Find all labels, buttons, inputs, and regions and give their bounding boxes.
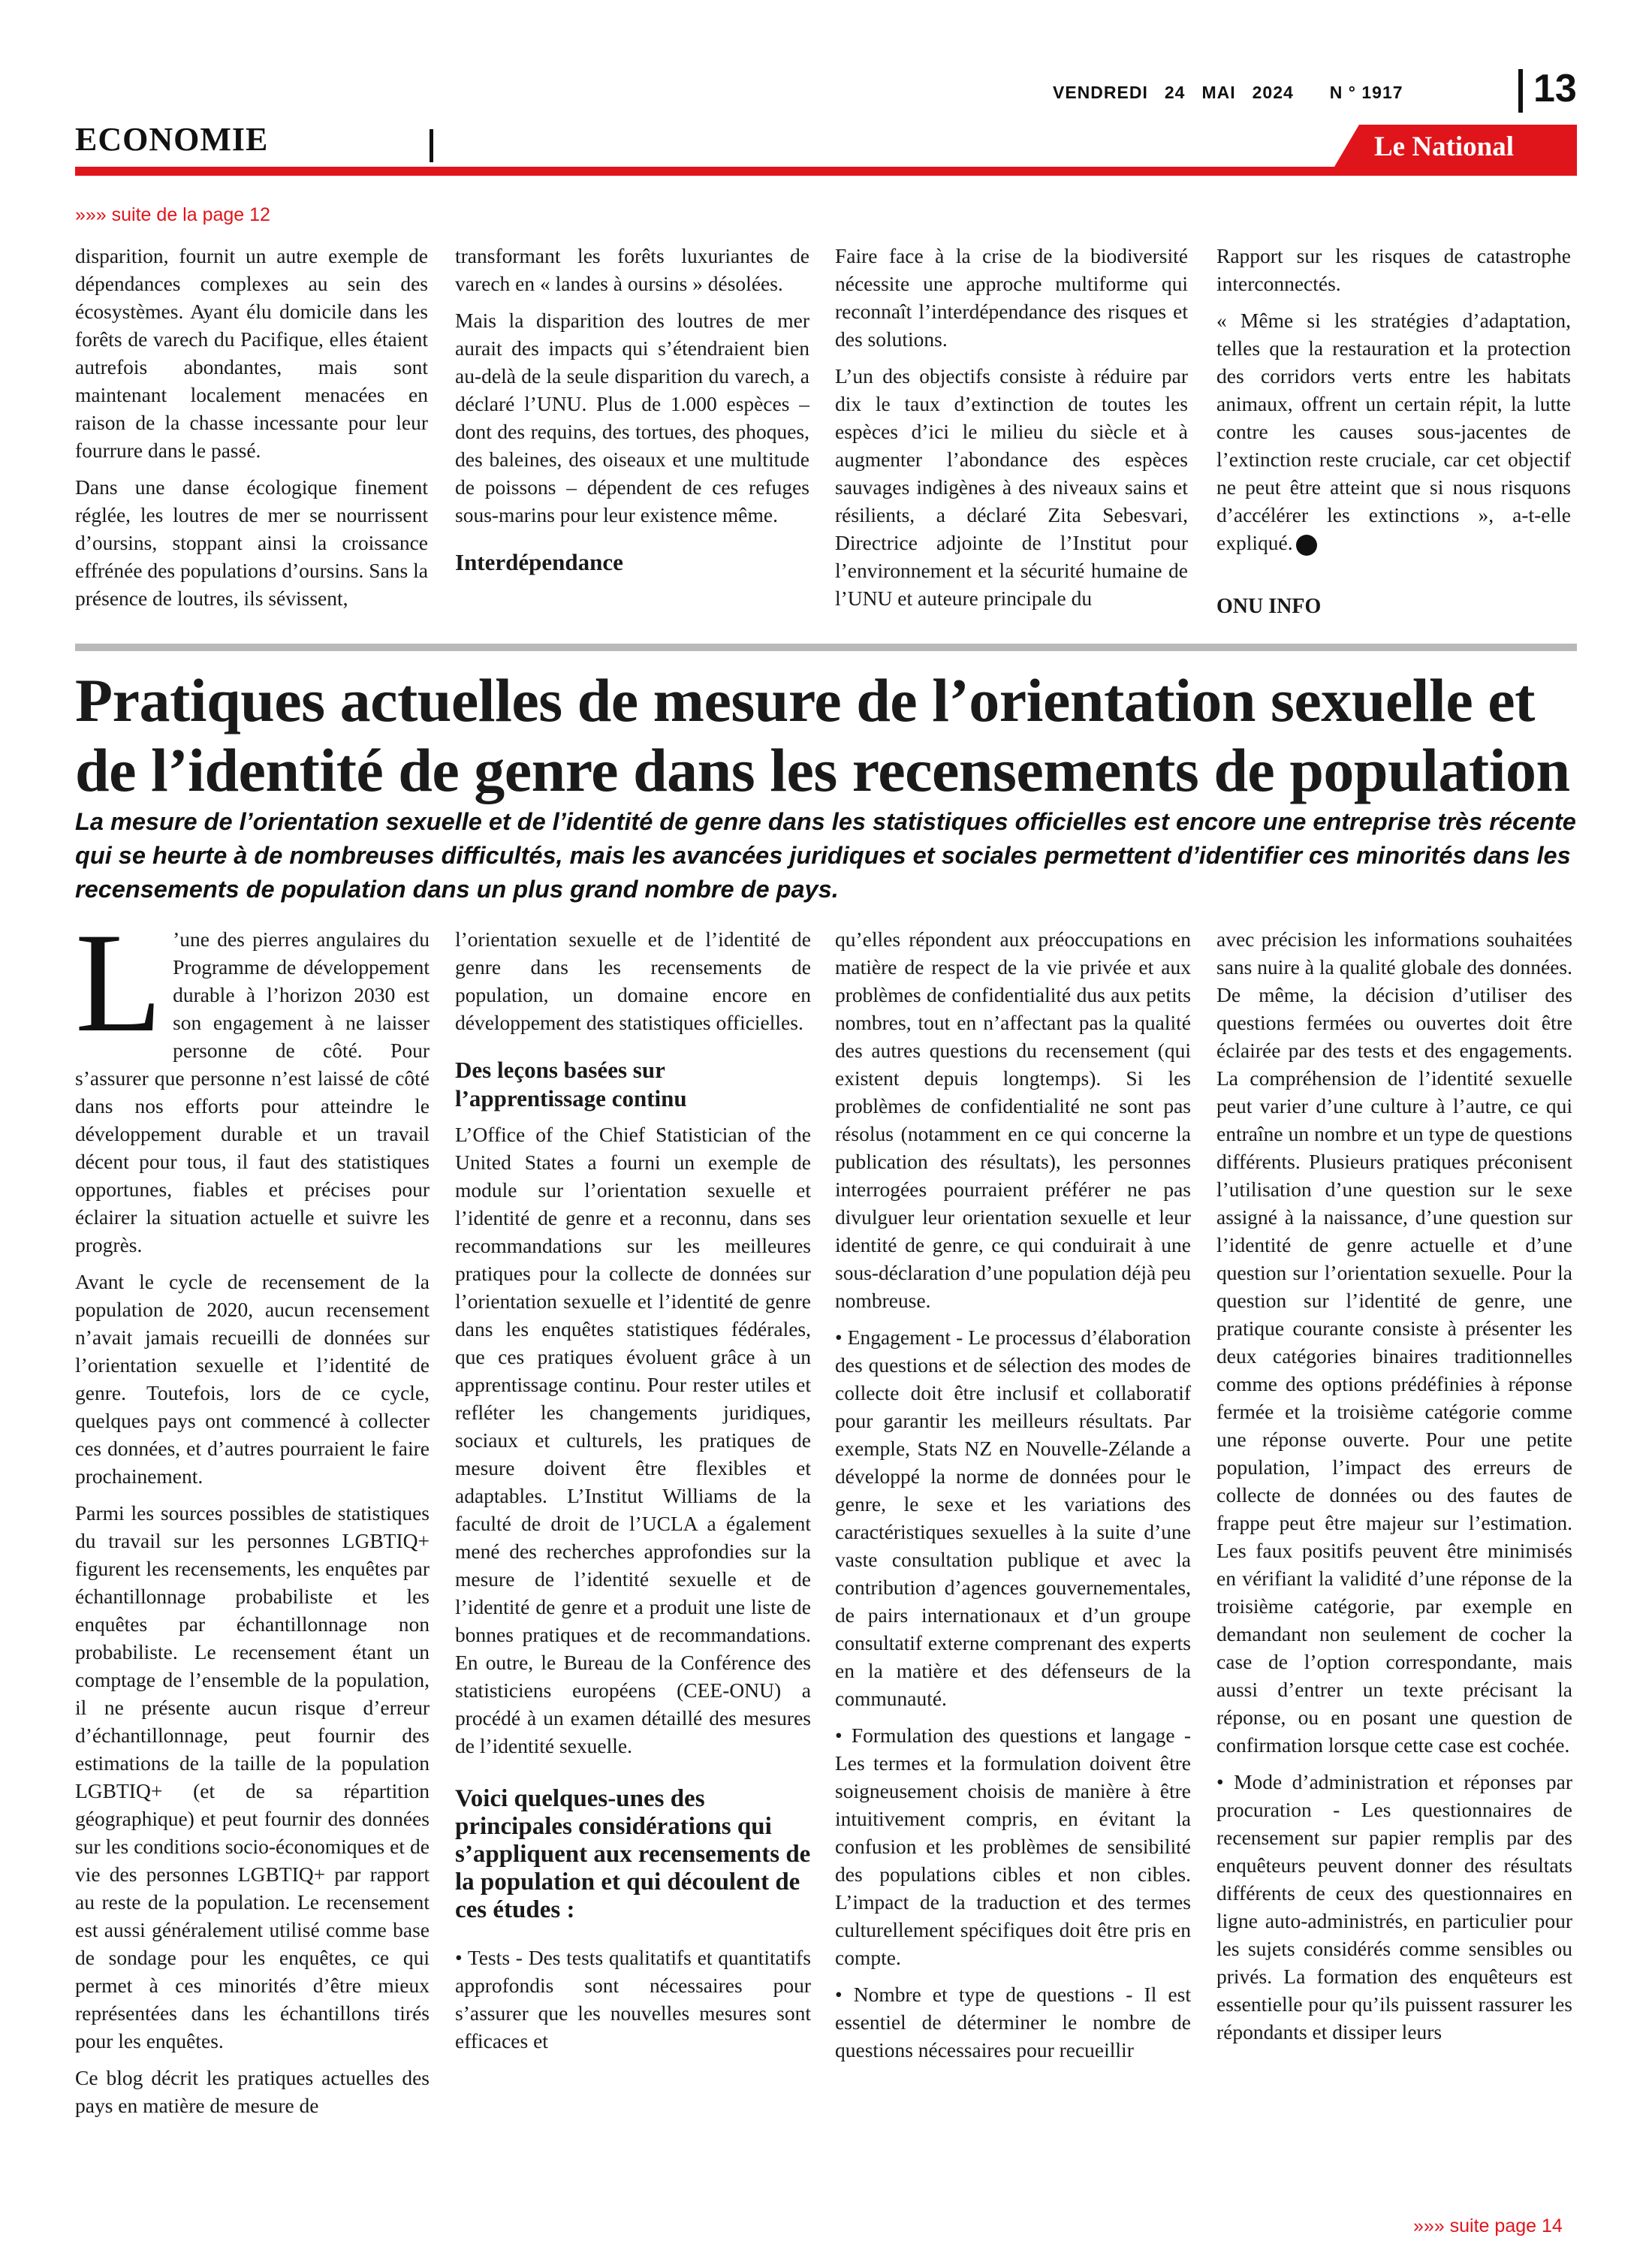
bullet-paragraph: • Nombre et type de questions - Il est essentiel de déterminer le nombre de questions nécessaires pour recueillir bbox=[835, 1983, 1191, 2061]
paragraph: Avant le cycle de recensement de la population de 2020, aucun recensement n’avait jamais recueilli de données sur l’orientation sexuelle et l’identité de genre. Toutefois, lors de ce cycle, quelques pays ont commencé à collecter ces données, et d’autres pourraient le faire prochainement. bbox=[75, 1270, 430, 1488]
top-article-col3 bbox=[835, 242, 1188, 621]
article-headline: Pratiques actuelles de mesure de l’orientation sexuelle et de l’identité de genre dans les recensements de population bbox=[75, 666, 1570, 804]
paragraph: Ce blog décrit les pratiques actuelles des pays en matière de mesure de bbox=[75, 2066, 430, 2117]
main-article-col1 bbox=[75, 904, 430, 2128]
quote-text: « Même si les stratégies d’adaptation, telles que la restauration et la protection des corridors verts entre les habitats animaux, offrent un certain répit, la lutte contre les causes sous-jacentes de l’extinction reste cruciale, car cet objectif ne peut être atteint que si nous risquons d’accélérer les extinctions », a-t-elle expliqué. bbox=[1216, 309, 1571, 554]
main-article-col2 bbox=[455, 925, 811, 2064]
paragraph: qu’elles répondent aux préoccupations en matière de respect de la vie privée et aux problèmes de confidentialité dus aux petits nombres, tout en n’affectant pas la qualité des autres questions du recensement (qui existent depuis longtemps). Si les problèmes de confidentialité ne sont pas résolus (notamment en ce qui concerne la publication des résultats), les personnes interrogées pourraient préférer ne pas divulguer leur orientation sexuelle et leur identité de genre, ce qui conduirait à une sous-déclaration d’une population déjà peu nombreuse. bbox=[835, 927, 1191, 1312]
top-article-col1 bbox=[75, 242, 428, 621]
subheading-interdependance: Interdépendance bbox=[455, 549, 623, 575]
lead-text: ’une des pierres angulaires du Programme de développement durable à l’horizon 2030 est son engagement à ne laisser personne de côté. Pour s’assurer que personne n’est laissé de côté dans nos efforts pour atteindre le développement durable et un travail décent pour tous, il faut des statistiques opportunes, fiables et précises pour éclairer la situation actuelle et suivre les progrès. bbox=[75, 927, 430, 1256]
paragraph: Rapport sur les risques de catastrophe interconnectés. bbox=[1216, 244, 1571, 295]
paragraph: L’un des objectifs consiste à réduire par dix le taux d’extinction de toutes les espèces d’ici le milieu du siècle et à augmenter l’abondance des espèces sauvages indigènes à des niveaux sains et résilients, a déclaré Zita Sebesvari, Directrice adjointe de l’Institut pour l’environnement et la sécurité humaine de l’UNU et auteure principale du bbox=[835, 364, 1188, 610]
paragraph: Mais la disparition des loutres de mer aurait des impacts qui s’étendraient bien au-delà de la seule disparition du varech, a déclaré l’UNU. Plus de 1.000 espèces – dont des requins, des tortues, des phoques, des baleines, des oiseaux et une multitude de poissons – dépendent de ces refuges sous-marins pour leur existence même. bbox=[455, 309, 809, 526]
date-day: 24 bbox=[1164, 83, 1186, 102]
main-article-col3 bbox=[835, 925, 1191, 2073]
paragraph: l’orientation sexuelle et de l’identité de genre dans les recensements de population, un domaine encore en développement des statistiques officielles. bbox=[455, 927, 811, 1034]
article-standfirst: La mesure de l’orientation sexuelle et de l’identité de genre dans les statistiques officielles est encore une entreprise très récente qui se heurte à de nombreuses difficultés, mais les avancées juridiques et sociales permettent d’identifier ces minorités dans les recensements de population dans un plus grand nombre de pays. bbox=[75, 808, 1576, 903]
page-number: 13 bbox=[1533, 67, 1577, 110]
bullet-paragraph: • Tests - Des tests qualitatifs et quantitatifs approfondis sont nécessaires pour s’assurer que les nouvelles mesures sont efficaces et bbox=[455, 1946, 811, 2052]
year: 2024 bbox=[1252, 83, 1294, 102]
top-article-col4 bbox=[1216, 242, 1571, 620]
continued-from: »»» suite de la page 12 bbox=[75, 204, 270, 225]
main-article-col4 bbox=[1216, 925, 1572, 2055]
paragraph: L’Office of the Chief Statistician of the United States a fourni un exemple de module sur l’orientation sexuelle et l’identité de genre et a reconnu, dans ses recommandations sur les meilleures pratiques pour la collecte de données sur l’orientation sexuelle et l’identité de genre dans les enquêtes statistiques fédérales, que ces pratiques évoluent grâce à un apprentissage continu. Pour rester utiles et refléter les changements juridiques, sociaux et culturels, les pratiques de mesure doivent être flexibles et adaptables. L’Institut Williams de la faculté de droit de l’UCLA a également mené des recherches approfondies sur la mesure de l’identité sexuelle et de l’identité de genre et a produit une liste de bonnes pratiques et de recommandations. En outre, le Bureau de la Conférence des statisticiens européens (CEE-ONU) a procédé à un examen détaillé des mesures de l’identité sexuelle. bbox=[455, 1123, 811, 1757]
month: MAI bbox=[1201, 83, 1236, 102]
paragraph bbox=[75, 904, 430, 1259]
bullet-paragraph: • Engagement - Le processus d’élaboration des questions et de sélection des modes de collecte doit être inclusif et collaboratif pour garantir les meilleurs résultats. Par exemple, Stats NZ en Nouvelle-Zélande a développé la norme de données pour le genre, le sexe et les variations des caractéristiques sexuelles à la suite d’une vaste consultation publique et avec la contribution d’agences gouvernementales, de pairs internationaux et d’un groupe consultatif externe comprenant des experts en la matière et des défenseurs de la communauté. bbox=[835, 1326, 1191, 1710]
drop-cap: L bbox=[75, 904, 163, 1062]
paragraph: Dans une danse écologique finement réglée, les loutres de mer se nourrissent d’oursins, stoppant ainsi la croissance effrénée des populations d’oursins. Sans la présence de loutres, ils sévissent, bbox=[75, 475, 428, 610]
paragraph: avec précision les informations souhaitées sans nuire à la qualité globale des données. De même, la décision d’utiliser des questions fermées ou ouvertes doit être éclairée par des tests et des engagements. La compréhension de l’identité sexuelle peut varier d’une culture à l’autre, ce qui entraîne un nombre et un type de questions différents. Plusieurs pratiques préconisent l’utilisation d’une question sur le sexe assigné à la naissance, d’une question sur l’identité de genre actuelle et d’une question sur l’orientation sexuelle. Pour la question sur l’identité de genre, une pratique courante consiste à présenter les deux catégories binaires traditionnelles comme des options prédéfinies à réponse fermée et la troisième catégorie comme une réponse ouverte. Pour une petite population, l’impact des erreurs de collecte de données ou des fautes de frappe peut être majeur sur l’estimation. Les faux positifs peuvent être minimisés en vérifiant la validité d’une réponse de la troisième catégorie, par exemple en demandant non seulement de cocher la case de l’option correspondante, mais aussi d’entrer un texte précisant la réponse, ou en posant une question de confirmation lorsque cette case est cochée. bbox=[1216, 927, 1572, 1757]
section-title: ECONOMIE bbox=[75, 121, 269, 158]
end-of-article-icon bbox=[1296, 535, 1317, 556]
subheading-lecons: Des leçons basées sur l’apprentissage continu bbox=[455, 1057, 687, 1111]
paragraph: Parmi les sources possibles de statistiques du travail sur les personnes LGBTIQ+ figurent les recensements, les enquêtes par échantillonnage probabiliste et les enquêtes par échantillonnage non probabiliste. Le recensement étant un comptage de l’ensemble de la population, il ne présente aucun risque d’erreur d’échantillonnage, peut fournir des estimations de la taille de la population LGBTIQ+ (et de sa répartition géographique) et peut fournir des données sur les conditions socio-économiques et de vie des personnes LGBTIQ+ par rapport au reste de la population. Le recensement est aussi généralement utilisé comme base de sondage pour les enquêtes, ce qui permet à ces minorités d’être mieux représentées dans les échantillons tirés pour les enquêtes. bbox=[75, 1501, 430, 2052]
issue-dateline bbox=[1053, 83, 1420, 103]
bullet-paragraph: • Formulation des questions et langage - Les termes et la formulation doivent être soigneusement choisis de manière à être intuitivement compris, en évitant la confusion et les problèmes de sensibilité des populations cibles et non cibles. L’impact de la traduction et des termes culturellement spécifiques doit être pris en compte. bbox=[835, 1724, 1191, 1969]
brand-logo: Le National bbox=[1374, 131, 1515, 162]
paragraph bbox=[1216, 306, 1571, 556]
issue-number: N ° 1917 bbox=[1329, 83, 1403, 102]
section-divider bbox=[430, 129, 433, 162]
article-separator bbox=[75, 644, 1577, 651]
header-rule bbox=[75, 167, 1577, 176]
subheading-considerations: Voici quelques-unes des principales considérations qui s’appliquent aux recensements de la population et qui découlent de ces études : bbox=[455, 1785, 811, 1923]
continued-on: »»» suite page 14 bbox=[1413, 2215, 1563, 2236]
paragraph: Faire face à la crise de la biodiversité nécessite une approche multiforme qui reconnaît l’interdépendance des risques et des solutions. bbox=[835, 244, 1188, 351]
day: VENDREDI bbox=[1053, 83, 1148, 102]
paragraph: transformant les forêts luxuriantes de varech en « landes à oursins » désolées. bbox=[455, 244, 809, 295]
bullet-paragraph: • Mode d’administration et réponses par procuration - Les questionnaires de recensement sur papier remplis par des enquêteurs peuvent donner des résultats différents de ceux des questionnaires en ligne auto-administrés, en particulier pour les sujets considérés comme sensibles ou privés. La formation des enquêteurs est essentielle pour qu’ils puissent rassurer les répondants et dissiper leurs bbox=[1216, 1770, 1572, 2043]
top-article-col2 bbox=[455, 242, 809, 584]
paragraph: disparition, fournit un autre exemple de dépendances complexes au sein des écosystèmes. Ayant élu domicile dans les forêts de varech du Pacifique, elles étaient autrefois abondantes, mais sont maintenant localement menacées en raison de la chasse incessante pour leur fourrure dans le passé. bbox=[75, 244, 428, 462]
page-number-divider bbox=[1518, 69, 1523, 113]
article-signature: ONU INFO bbox=[1216, 595, 1322, 618]
